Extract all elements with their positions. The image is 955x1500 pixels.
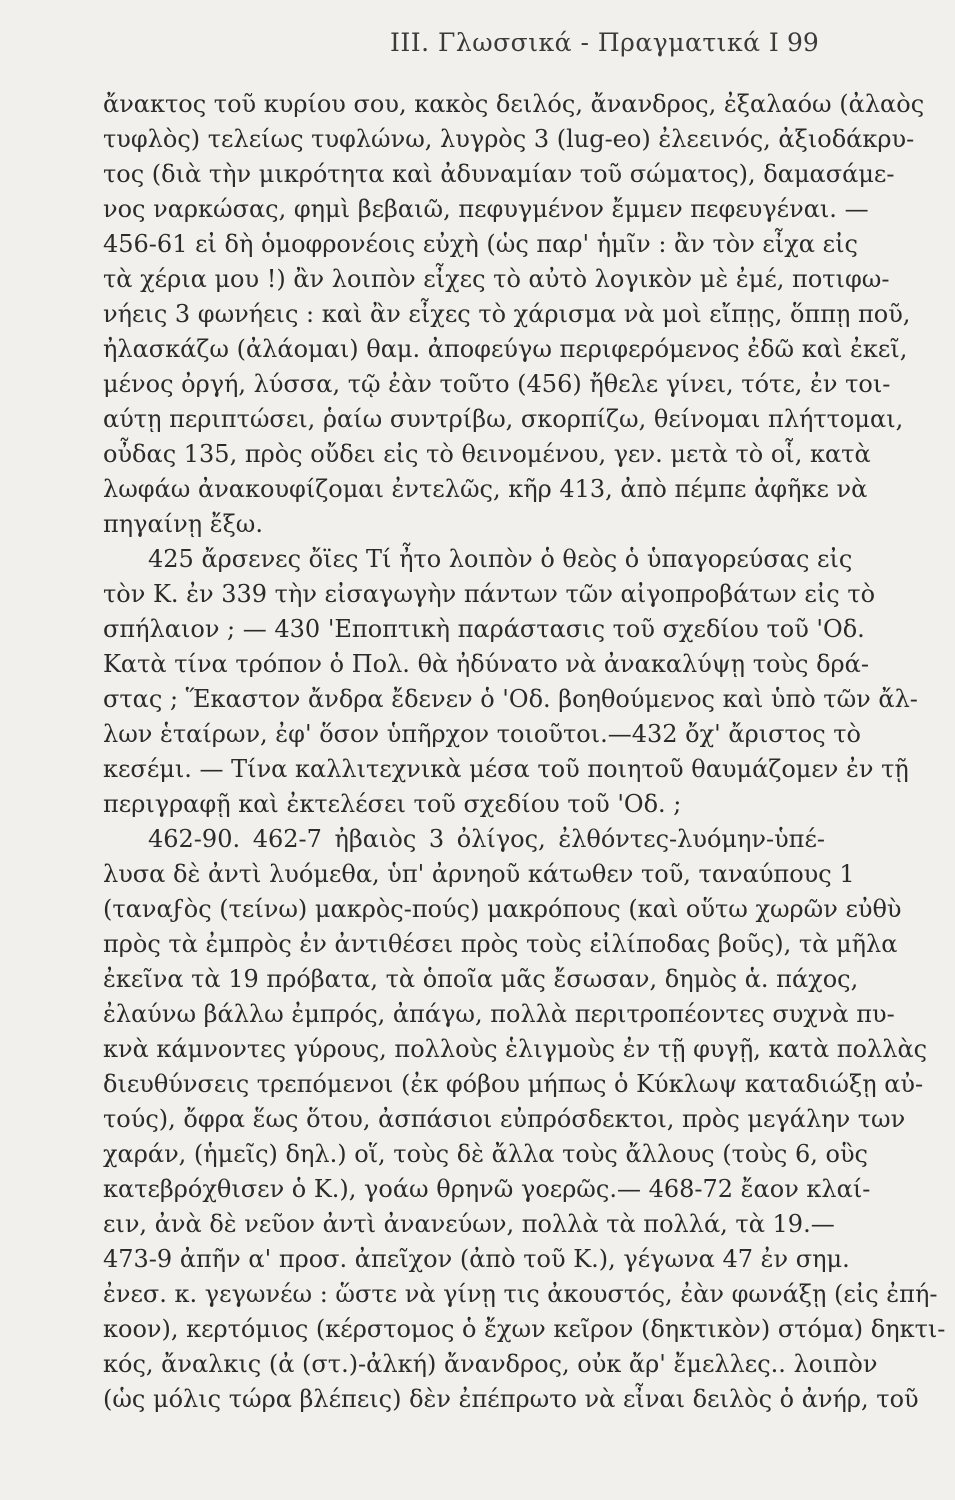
text-line: 456-61 εἰ δὴ ὁμοφρονέοις εὐχὴ (ὡς παρ' ἡμῖν : ἂν τὸν εἶχα εἰς (103, 230, 858, 258)
text-line: ἠλασκάζω (ἀλάομαι) θαμ. ἀποφεύγω περιφερόμενος ἐδῶ καὶ ἐκεῖ, (103, 335, 908, 363)
text-line: τος (διὰ τὴν μικρότητα καὶ ἀδυναμίαν τοῦ σώματος), δαμασάμε- (103, 160, 895, 188)
text-line: οὖδας 135, πρὸς οὔδει εἰς τὸ θεινομένου, γεν. μετὰ τὸ οἷ, κατὰ (103, 440, 871, 468)
text-line: περιγραφῇ καὶ ἐκτελέσει τοῦ σχεδίου τοῦ 'Οδ. ; (103, 790, 682, 818)
text-line: τὸν Κ. ἐν 339 τὴν εἰσαγωγὴν πάντων τῶν αἰγοπροβάτων εἰς τὸ (103, 580, 876, 608)
text-line: 473-9 ἀπῆν α' προσ. ἀπεῖχον (ἀπὸ τοῦ Κ.), γέγωνα 47 ἐν σημ. (103, 1245, 850, 1273)
text-line: νος ναρκώσας, φημὶ βεβαιῶ, πεφυγμένον ἔμμεν πεφευγέναι. — (103, 195, 869, 223)
text-line: ειν, ἀνὰ δὲ νεῦον ἀντὶ ἀνανεύων, πολλὰ τὰ πολλά, τὰ 19.— (103, 1210, 835, 1238)
text-line: ἄνακτος τοῦ κυρίου σου, κακὸς δειλός, ἄνανδρος, ἐξαλαόω (ἀλαὸς (103, 90, 925, 118)
text-line: κός, ἄναλκις (ἀ (στ.)-ἀλκή) ἄνανδρος, οὐκ ἄρ' ἔμελλες.. λοιπὸν (103, 1350, 878, 1378)
text-line: 425 ἄρσενες ὄϊες Τί ἦτο λοιπὸν ὁ θεὸς ὁ ὑπαγορεύσας εἰς (148, 545, 853, 573)
text-line: χαράν, (ἡμεῖς) δηλ.) οἵ, τοὺς δὲ ἄλλα τοὺς ἄλλους (τοὺς 6, οὓς (103, 1140, 868, 1168)
text-line: μένος ὀργή, λύσσα, τῷ ἐὰν τοῦτο (456) ἤθελε γίνει, τότε, ἐν τοι- (103, 370, 891, 398)
text-line: κνὰ κάμνοντες γύρους, πολλοὺς ἑλιγμοὺς ἐν τῇ φυγῇ, κατὰ πολλὰς (103, 1035, 928, 1063)
text-line: τούς), ὄφρα ἕως ὅτου, ἀσπάσιοι εὐπρόσδεκτοι, πρὸς μεγάλην των (103, 1105, 906, 1133)
text-line: Κατὰ τίνα τρόπον ὁ Πολ. θὰ ἠδύνατο νὰ ἀνακαλύψῃ τοὺς δρά- (103, 650, 869, 678)
text-line: νήεις 3 φωνήεις : καὶ ἂν εἶχες τὸ χάρισμα νὰ μοὶ εἴπῃς, ὅππῃ ποῦ, (103, 300, 911, 328)
text-line: ἐνεσ. κ. γεγωνέω : ὥστε νὰ γίνῃ τις ἀκουστός, ἐὰν φωνάξῃ (εἰς ἐπή- (103, 1280, 938, 1308)
page-number: 99 (787, 28, 819, 57)
text-line: τὰ χέρια μου !) ἂν λοιπὸν εἶχες τὸ αὐτὸ λογικὸν μὲ ἐμέ, ποτιφω- (103, 265, 890, 293)
text-line: τυφλὸς) τελείως τυφλώνω, λυγρὸς 3 (lug-eo) ἐλεεινός, ἀξιοδάκρυ- (103, 125, 915, 153)
text-line: ἐλαύνω βάλλω ἐμπρός, ἀπάγω, πολλὰ περιτροπέοντες συχνὰ πυ- (103, 1000, 895, 1028)
text-line: λωφάω ἀνακουφίζομαι ἐντελῶς, κῆρ 413, ἀπὸ πέμπε ἀφῆκε νὰ (103, 475, 868, 503)
text-line: αύτῃ περιπτώσει, ῥαίω συντρίβω, σκορπίζω, θείνομαι πλήττομαι, (103, 405, 904, 433)
text-line: (ὡς μόλις τώρα βλέπεις) δὲν ἐπέπρωτο νὰ εἶναι δειλὸς ὁ ἀνήρ, τοῦ (103, 1385, 919, 1413)
text-line: κατεβρόχθισεν ὁ Κ.), γοάω θρηνῶ γοερῶς.— 468-72 ἔαον κλαί- (103, 1175, 871, 1203)
text-line: λων ἑταίρων, ἐφ' ὅσον ὑπῆρχον τοιοῦτοι.—432 ὄχ' ἄριστος τὸ (103, 720, 862, 748)
text-line: στας ; Ἕκαστον ἄνδρα ἔδενεν ὁ 'Οδ. βοηθούμενος καὶ ὑπὸ τῶν ἄλ- (103, 685, 918, 713)
text-line: πρὸς τὰ ἐμπρὸς ἐν ἀντιθέσει πρὸς τοὺς εἰλίποδας βοῦς), τὰ μῆλα (103, 930, 898, 958)
text-line: κοον), κερτόμιος (κέρστομος ὁ ἔχων κεῖρον (δηκτικὸν) στόμα) δηκτι- (103, 1315, 946, 1343)
text-line: πηγαίνῃ ἔξω. (103, 510, 264, 538)
text-line: σπήλαιον ; — 430 'Εποπτικὴ παράστασις τοῦ σχεδίου τοῦ 'Οδ. (103, 615, 865, 643)
text-line: (ταναϝὸς (τείνω) μακρὸς-πούς) μακρόπους (καὶ οὕτω χωρῶν εὐθὺ (103, 895, 902, 923)
running-head: III. Γλωσσικά - Πραγματικά Ι (390, 28, 780, 57)
text-line: 462-90. 462-7 ἠβαιὸς 3 ὀλίγος, ἐλθόντες-λυόμην-ὑπέ- (148, 825, 825, 853)
text-line: ἐκεῖνα τὰ 19 πρόβατα, τὰ ὁποῖα μᾶς ἔσωσαν, δημὸς ἁ. πάχος, (103, 965, 859, 993)
text-line: κεσέμι. — Τίνα καλλιτεχνικὰ μέσα τοῦ ποιητοῦ θαυμάζομεν ἐν τῇ (103, 755, 909, 783)
text-line: λυσα δὲ ἀντὶ λυόμεθα, ὑπ' ἀρνηοῦ κάτωθεν τοῦ, ταναύπους 1 (103, 860, 855, 888)
text-line: διευθύνσεις τρεπόμενοι (ἐκ φόβου μήπως ὁ Κύκλωψ καταδιώξῃ αὐ- (103, 1070, 924, 1098)
